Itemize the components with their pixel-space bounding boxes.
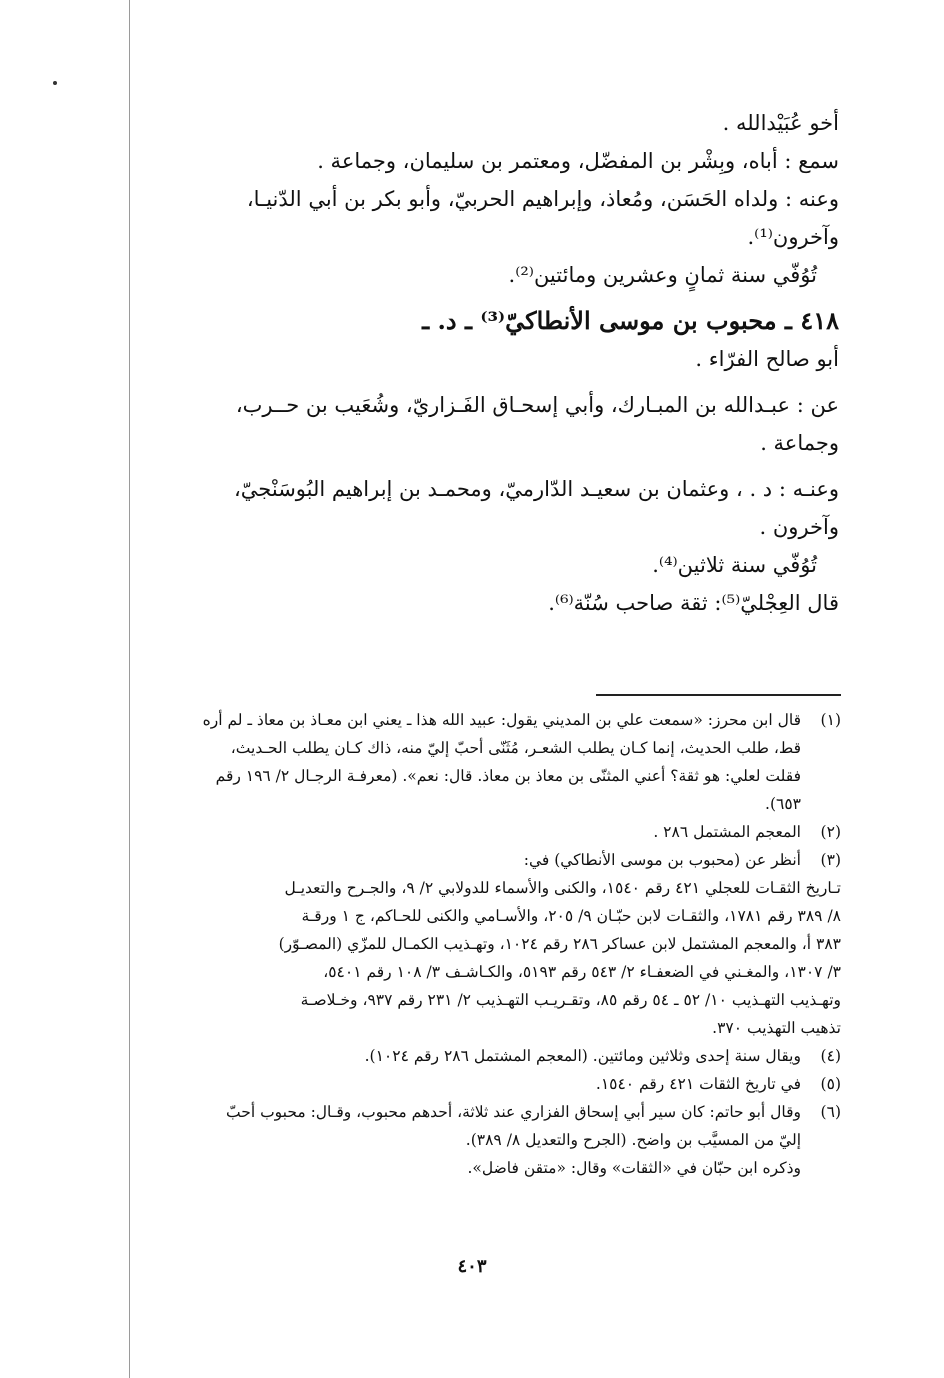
footnote-line: في تاريخ الثقات ٤٢١ رقم ١٥٤٠. [595,1075,801,1093]
footnote-line: وقال أبو حاتم: كان سير أبي إسحاق الفزاري عند ثلاثة، أحدهم محبوب، وقـال: محبوب أحبّ [226,1103,801,1121]
footnote-5 [132,1070,841,1098]
footnote-divider [596,694,841,696]
footnote-number: (٦) [820,1103,841,1121]
footnote-number: (٤) [820,1047,841,1065]
footnote-line: قال ابن محرز: «سمعت علي بن المديني يقول: عبيد الله هذا ـ يعني ابن معـاذ بن معاذ ـ لم أره [202,711,801,729]
footnote-body [132,818,801,846]
text-line: قال العِجْليّ⁽⁵⁾: ثقة صاحب سُنّة⁽⁶⁾. [548,591,839,615]
footnote-line: ويقال سنة إحدى وثلاثين ومائتين. (المعجم المشتمل ٢٨٦ رقم ١٠٢٤). [364,1047,801,1065]
main-text [132,104,839,622]
text-line: وعنه : ولداه الحَسَن، ومُعاذ، وإبراهيم الحربيّ، وأبو بكر بن أبي الدّنيـا، [246,187,839,211]
footnote-line: أنظر عن (محبوب بن موسى الأنطاكي) في: [523,851,801,869]
page-number: ٤٠٣ [457,1256,487,1277]
footnote-body [132,1098,801,1182]
footnote-number: (٢) [820,823,841,841]
footnote-body [132,1070,801,1098]
footnote-body [132,846,801,874]
footnote-1 [132,706,841,818]
footnote-line: وذكره ابن حبّان في «الثقات» وقال: «متقن فاضل». [467,1159,801,1177]
text-line: وعنـه : د . ، وعثمان بن سعيـد الدّارميّ، ومحمـد بن إبراهيم البُوسَنْجيّ، [234,477,839,501]
footnotes [132,706,841,1182]
text-line: أخو عُبَيْدالله . [722,111,839,135]
footnote-line: قط، طلب الحديث، إنما كـان يطلب الشعـر، مُثَنّى أحبّ إليّ منه، ذاك كـان يطلب الحـديث، [230,739,801,757]
text-line: وجماعة . [760,431,839,455]
text-line: أبو صالح الفرّاء . [695,347,839,371]
stray-ink-dot [53,81,57,85]
footnote-line: تذهيب التهذيب ٣٧٠. [712,1019,841,1037]
entry-heading: ٤١٨ ـ محبوب بن موسى الأنطاكيّ⁽³⁾ ـ د. ـ [422,306,839,335]
footnote-body [132,1042,801,1070]
footnote-line: تـاريخ الثقـات للعجلي ٤٢١ رقم ١٥٤٠، والكنى والأسماء للدولابي ٢/ ٩، والجـرح والتعديـل [284,879,841,897]
footnote-3 [132,846,841,874]
text-line: تُوُفّي سنة ثلاثين⁽⁴⁾. [652,553,817,577]
binding-gutter-line [129,0,130,1378]
footnote-line: وتهـذيب التهـذيب ١٠/ ٥٢ ـ ٥٤ رقم ٨٥، وتقـريـب التهـذيب ٢/ ٢٣١ رقم ٩٣٧، وخـلاصـة [300,991,841,1009]
footnote-line: ٨/ ٣٨٩ رقم ١٧٨١، والثقـات لابن حبّـان ٩/ ٢٠٥، والأسـامي والكنى للحـاكم، ج ١ ورقـة [301,907,841,925]
footnote-line: ٣/ ١٣٠٧، والمغـني في الضعفـاء ٢/ ٥٤٣ رقم ٥١٩٣، والكـاشـف ٣/ ١٠٨ رقم ٥٤٠١، [323,963,841,981]
footnote-body [132,706,801,818]
footnote-6 [132,1098,841,1182]
footnote-number: (٣) [820,851,841,869]
footnote-number: (٥) [820,1075,841,1093]
text-line: وآخرون . [759,515,839,539]
footnote-4 [132,1042,841,1070]
footnote-number: (١) [820,711,841,729]
footnote-line: إليّ من المسيَّب بن واضح. (الجرح والتعديل ٨/ ٣٨٩). [465,1131,801,1149]
text-line: عن : عبـدالله بن المبـارك، وأبي إسحـاق الفَـزاريّ، وشُعَيب بن حــرب، [235,393,839,417]
text-line: تُوُفّي سنة ثمانٍ وعشرين ومائتين⁽²⁾. [508,263,817,287]
footnote-2 [132,818,841,846]
footnote-line: ٦٥٣). [765,795,801,813]
footnote-line: ٣٨٣ أ، والمعجم المشتمل لابن عساكر ٢٨٦ رقم ١٠٢٤، وتهـذيب الكمـال للمزّي (المصـوّر) [278,935,841,953]
text-line: وآخرون⁽¹⁾. [747,225,839,249]
footnote-line: فقلت لعلي: هو ثقة؟ أعني المثنّى بن معاذ بن معاذ. قال: نعم». (معرفـة الرجـال ٢/ ١٩٦ رقم [215,767,801,785]
footnote-3-continuation [132,874,841,1042]
footnote-line: المعجم المشتمل ٢٨٦ . [653,823,801,841]
text-line: سمع : أباه، وبِشْر بن المفضّل، ومعتمر بن سليمان، وجماعة . [317,149,839,173]
